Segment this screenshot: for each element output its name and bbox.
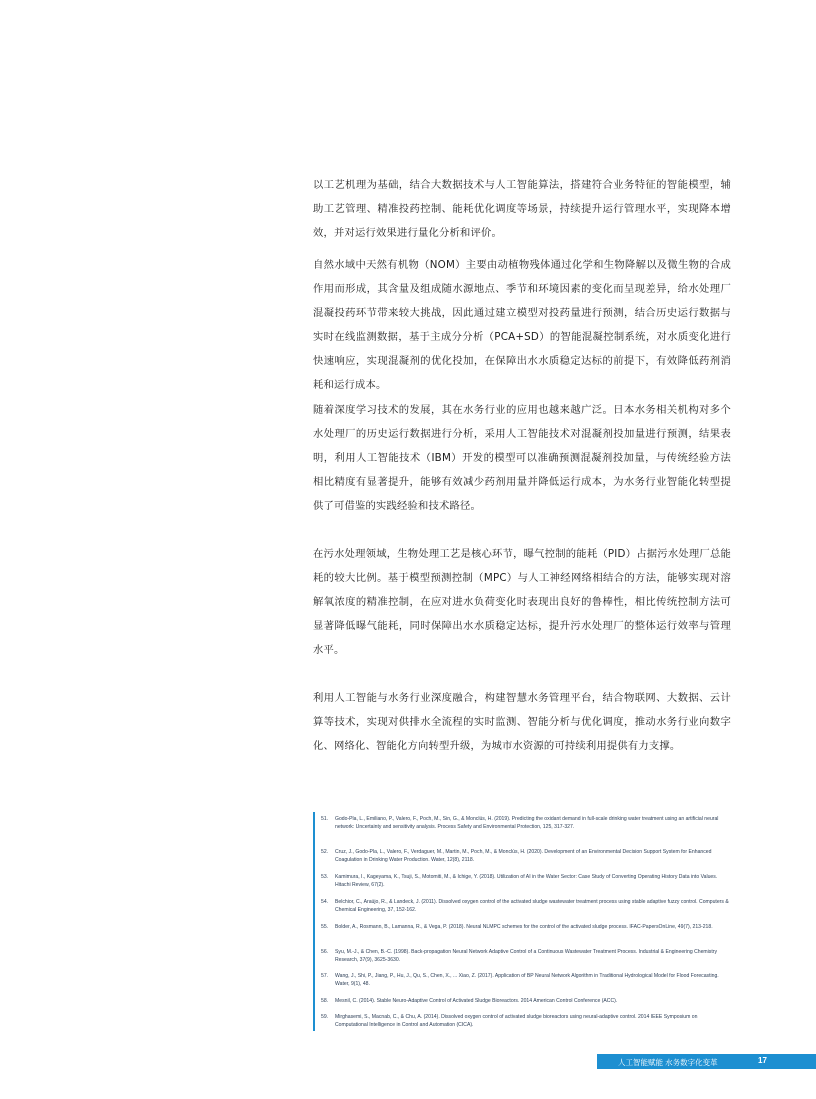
reference-text: Bolder, A., Rosmann, B., Lamanna, R., & Vega, P. (2018). Neural NLMPC schemes for the control of the activated sludge process. IFAC-PapersOnLine, 49(7), 213-218. [335,924,713,930]
paragraph-2: 自然水域中天然有机物（NOM）主要由动植物残体通过化学和生物降解以及微生物的合成作用而形成，其含量及组成随水源地点、季节和环境因素的变化而呈现差异，给水处理厂混凝投药环节带来较大挑战，因此通过建立模型对投药量进行预测，结合历史运行数据与实时在线监测数据，基于主成分分析（PCA+SD）的智能混凝控制系统，对水质变化进行快速响应，实现混凝剂的优化投加，在保障出水水质稳定达标的前提下，有效降低药剂消耗和运行成本。 [313,259,731,391]
reference-text: Kamimura, I., Kageyama, K., Tsuji, S., Motomiti, M., & Ichige, Y. (2018). Utilization of AI in the Water Sector: Case Study of Converting Operating History Data into Values. Hitachi Review, 67(2). [335,874,718,888]
reference-number: 56. [321,949,329,955]
reference-text: Syu, M.-J., & Chen, B.-C. (1998). Back-propagation Neural Network Adaptive Control of a Continuous Wastewater Treatment Process. Industrial & Engineering Chemistry Research, 37(9), 3625-3630. [335,949,718,963]
paragraph-3: 随着深度学习技术的发展，其在水务行业的应用也越来越广泛。日本水务相关机构对多个水处理厂的历史运行数据进行分析，采用人工智能技术对混凝剂投加量进行预测，结果表明，利用人工智能技术（IBM）开发的模型可以准确预测混凝剂投加量，与传统经验方法相比精度有显著提升，能够有效减少药剂用量并降低运行成本，为水务行业智能化转型提供了可借鉴的实践经验和技术路径。 [313,404,731,512]
footer-title: 人工智能赋能 水务数字化变革 [618,1058,718,1067]
reference-text: Wang, J., Shi, P., Jiang, P., Hu, J., Qu, S., Chen, X., ... Xiao, Z. (2017). Application of BP Neural Network Algorithm in Traditional Hydrological Model for Flood Forecasting. Water, 9(1), 48. [335,973,719,987]
footer-bar [597,1054,816,1069]
reference-text: Mesnil, C. (2014). Stable Neuro-Adaptive Control of Activated Sludge Bioreactors. 2014 American Control Conference (ACC). [335,998,618,1004]
references-section [313,812,733,1031]
page-number: 17 [758,1056,767,1065]
reference-text: Mirghasemi, S., Macnab, C., & Chu, A. (2014). Dissolved oxygen control of activated sludge bioreactors using neural-adaptive control. 2014 IEEE Symposium on Computational Intelligence in Control and Automation (CICA). [335,1014,698,1028]
reference-number: 59. [321,1014,329,1020]
reference-number: 52. [321,849,329,855]
reference-text: Godo-Pla, L., Emiliano, P., Valero, F., Poch, M., Sin, G., & Monclús, H. (2019). Predicting the oxidant demand in full-scale drinking water treatment using an artificial neural network: Uncertainty and sensitivity analysis. Process Safety and Environmental Protection, 125, 317-327. [335,816,719,830]
paragraph-5: 利用人工智能与水务行业深度融合，构建智慧水务管理平台，结合物联网、大数据、云计算等技术，实现对供排水全流程的实时监测、智能分析与优化调度，推动水务行业向数字化、网络化、智能化方向转型升级，为城市水资源的可持续利用提供有力支撑。 [313,692,731,752]
reference-number: 55. [321,924,329,930]
reference-number: 51. [321,816,329,822]
reference-number: 58. [321,998,329,1004]
reference-text: Cruz, J., Godo-Pla, L., Valero, F., Verdaguer, M., Martin, M., Poch, M., & Monclús, H. (2020). Development of an Environmental Decision Support System for Enhanced Coagulation in Drinking Water Production. Water, 12(8), 2118. [335,849,712,863]
reference-number: 53. [321,874,329,880]
reference-text: Belchior, C., Araújo, R., & Landeck, J. (2011). Dissolved oxygen control of the activated sludge wastewater treatment process using stable adaptive fuzzy control. Computers & Chemical Engineering, 37, 152-162. [335,899,729,913]
paragraph-1: 以工艺机理为基础，结合大数据技术与人工智能算法，搭建符合业务特征的智能模型，辅助工艺管理、精准投药控制、能耗优化调度等场景，持续提升运行管理水平，实现降本增效，并对运行效果进行量化分析和评价。 [313,179,731,239]
reference-number: 57. [321,973,329,979]
paragraph-4: 在污水处理领域，生物处理工艺是核心环节，曝气控制的能耗（PID）占据污水处理厂总能耗的较大比例。基于模型预测控制（MPC）与人工神经网络相结合的方法，能够实现对溶解氧浓度的精准控制，在应对进水负荷变化时表现出良好的鲁棒性，相比传统控制方法可显著降低曝气能耗，同时保障出水水质稳定达标，提升污水处理厂的整体运行效率与管理水平。 [313,548,731,656]
reference-number: 54. [321,899,329,905]
references-divider [313,812,315,1031]
